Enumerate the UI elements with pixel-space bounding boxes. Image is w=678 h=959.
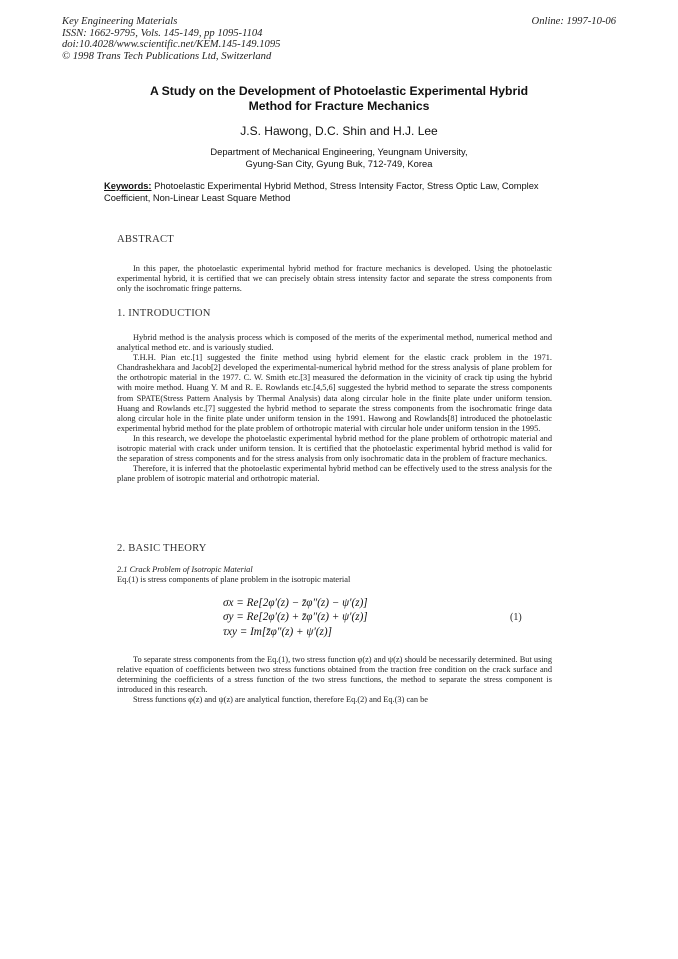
intro-paragraph: In this research, we develope the photoelastic experimental hybrid method for the plane problem of orthotropic material and isotropic material with crack under uniform tension. It is certified that the photoelastic experimental hybrid method is valid for the separation of stress components and for the stress analysis from only isochromatic data in the problem of fracture mechanics. (117, 433, 552, 464)
affiliation (80, 146, 598, 170)
intro-paragraph: Therefore, it is inferred that the photoelastic experimental hybrid method can be effectively used to the stress analysis for the plane problem of isotropic material and orthotropic material. (117, 464, 552, 484)
abstract-text: In this paper, the photoelastic experimental hybrid method for fracture mechanics is developed. Using the photoelastic experimental hybrid, it is certified that we can precisely obtain stress intensity factor and separate the stress components from only the isochromatic fringe patterns. (117, 264, 552, 294)
issn-line: ISSN: 1662-9795, Vols. 145-149, pp 1095-1104 (62, 27, 263, 39)
introduction-heading: 1. INTRODUCTION (117, 308, 211, 319)
subsection-title: 2.1 Crack Problem of Isotropic Material (117, 565, 253, 574)
paper-title (80, 84, 598, 113)
intro-paragraph: Hybrid method is the analysis process which is composed of the merits of the experimental method, numerical method and analytical method etc. and is variously studied. (117, 333, 552, 353)
keywords (104, 180, 580, 204)
online-date: Online: 1997-10-06 (531, 16, 616, 27)
subsection-intro: Eq.(1) is stress components of plane problem in the isotropic material (117, 575, 351, 584)
subsection (117, 565, 350, 585)
equation-number: (1) (510, 612, 522, 623)
keywords-text: Photoelastic Experimental Hybrid Method, Stress Intensity Factor, Stress Optic Law, Complex Coefficient, Non-Linear Least Square Method (104, 181, 539, 203)
intro-paragraph: T.H.H. Pian etc.[1] suggested the finite method using hybrid element for the elastic crack problem in the 1971. Chandrashekhara and Jacob[2] developed the experimental-numerical hybrid method for the stress analysis of plane problem for the orthotropic material in the 1977. C. W. Smith etc.[3] measured the deformation in the vicinity of crack tip using the hybrid with moire method. Huang Y. M and R. E. Rowlands etc.[4,5,6] suggested the hybrid method to separate the stress components from SPATE(Stress Pattern Analysis by Thermal Analysis) data along circular hole in the finite plate under uniform tension. Huang and Rowlands etc.[7] suggested the hybrid method to separate the stress components from the isochromatic fringe data along circular hole in the finite plate under uniform tension in the 1991. Hawong and Rowlands[8] introduced the photoelastic experimental hybrid method for the plate problem of orthotropic material with circular hole under uniform tension in the 1995. (117, 353, 552, 433)
introduction-body (117, 333, 552, 484)
keywords-label: Keywords: (104, 181, 152, 191)
equation-tau-xy: τxy = Im[z̄φ″(z) + ψ′(z)] (223, 625, 332, 638)
title-line-2: Method for Fracture Mechanics (248, 98, 430, 113)
abstract-body (117, 264, 552, 294)
equation-sigma-y: σy = Re[2φ′(z) + z̄φ″(z) + ψ′(z)] (223, 611, 368, 624)
abstract-heading: ABSTRACT (117, 234, 174, 245)
theory-paragraph: Stress functions φ(z) and ψ(z) are analytical function, therefore Eq.(2) and Eq.(3) can be (133, 695, 428, 705)
title-line-1: A Study on the Development of Photoelastic Experimental Hybrid (149, 84, 529, 98)
authors: J.S. Hawong, D.C. Shin and H.J. Lee (240, 124, 438, 138)
affiliation-line-2: Gyung-San City, Gyung Buk, 712-749, Korea (245, 157, 433, 169)
theory-body (117, 655, 552, 705)
doi-line: doi:10.4028/www.scientific.net/KEM.145-149.1095 (62, 39, 281, 51)
equation-sigma-x: σx = Re[2φ′(z) − z̄φ″(z) − ψ′(z)] (223, 597, 368, 609)
equation-block (223, 596, 368, 639)
basic-theory-heading: 2. BASIC THEORY (117, 543, 207, 554)
publication-header (62, 16, 502, 62)
journal-name: Key Engineering Materials (62, 16, 178, 27)
theory-paragraph: To separate stress components from the Eq.(1), two stress function φ(z) and ψ(z) should be necessarily determined. But using relative equation of coefficients between two stress functions obtained from the traction free condition on the crack surface and determining the coefficients of a stress function of the two stress functions, the method to separate the stress component is introduced in this research. (117, 655, 552, 695)
copyright-line: © 1998 Trans Tech Publications Ltd, Switzerland (62, 50, 272, 62)
affiliation-line-1: Department of Mechanical Engineering, Yeungnam University, (210, 146, 468, 157)
